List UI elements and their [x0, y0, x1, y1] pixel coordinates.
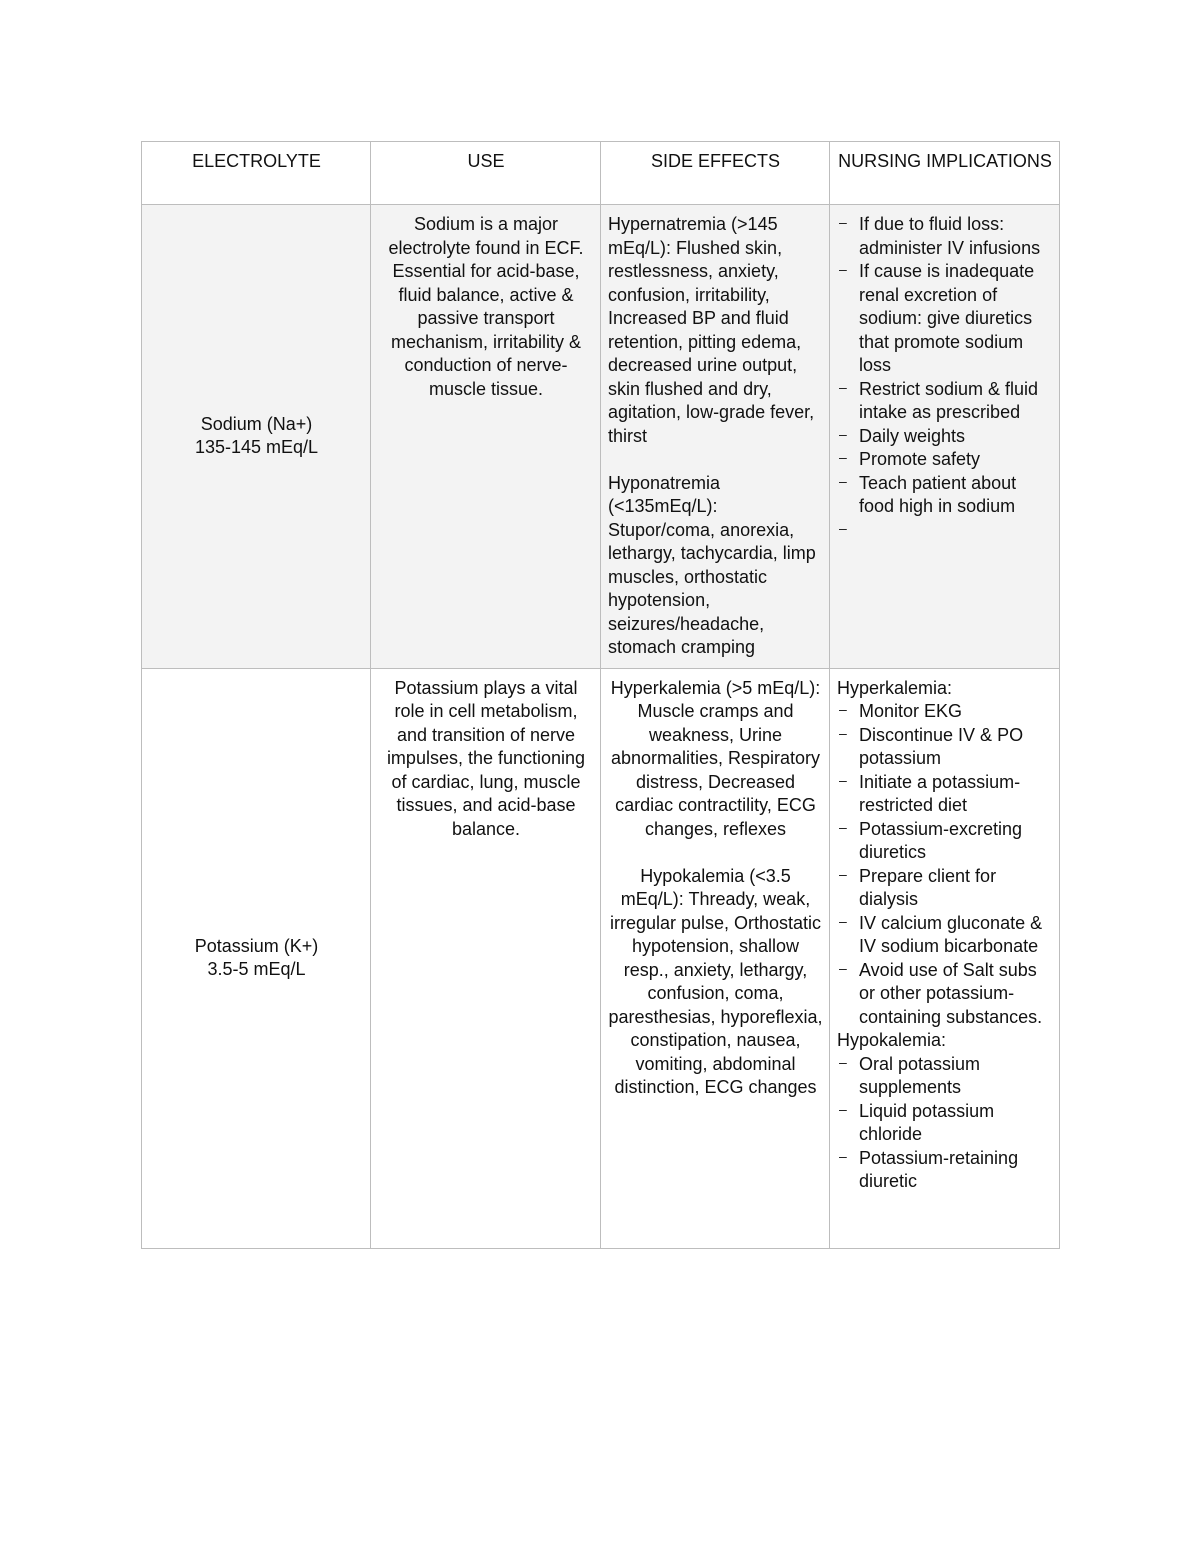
list-item: – Prepare client for dialysis — [837, 865, 1053, 912]
list-item: – Initiate a potassium-restricted diet — [837, 771, 1053, 818]
electrolyte-cell — [142, 668, 371, 1248]
list-item: – If due to fluid loss: administer IV infusions — [837, 213, 1053, 260]
list-item: – IV calcium gluconate & IV sodium bicarbonate — [837, 912, 1053, 959]
header-nursing-implications: NURSING IMPLICATIONS — [830, 142, 1060, 205]
use-cell — [371, 668, 601, 1248]
list-item: – Teach patient about food high in sodium — [837, 472, 1053, 519]
nursing-list — [837, 213, 1053, 542]
nursing-subheading: Hyperkalemia: — [837, 677, 953, 698]
list-item: – Promote safety — [837, 448, 1053, 472]
list-item: – Discontinue IV & PO potassium — [837, 724, 1053, 771]
side-effects-cell — [601, 668, 830, 1248]
side-effect-text: Hyponatremia (<135mEq/L): Stupor/coma, anorexia, lethargy, tachycardia, limp muscles, orthostatic hypotension, seizures/headache, stomach cramping — [608, 472, 816, 657]
side-effect-text: Hyperkalemia (>5 mEq/L): Muscle cramps and weakness, Urine abnormalities, Respiratory distress, Decreased cardiac contractility, ECG changes, reflexes — [610, 677, 821, 839]
list-item: – Oral potassium supplements — [837, 1053, 1053, 1100]
electrolyte-name: Potassium (K+) — [194, 935, 319, 956]
header-side-effects: SIDE EFFECTS — [601, 142, 830, 205]
list-item: – Monitor EKG — [837, 700, 1053, 724]
table-row-sodium — [142, 205, 1060, 669]
list-item: – Potassium-retaining diuretic — [837, 1147, 1053, 1194]
nursing-list — [837, 700, 1053, 1029]
electrolyte-range: 3.5-5 mEq/L — [207, 959, 306, 979]
side-effects-cell — [601, 205, 830, 669]
side-effect-text: Hypernatremia (>145 mEq/L): Flushed skin, restlessness, anxiety, confusion, irritability, Increased BP and fluid retention, pitting edema, decreased urine output, skin flushed and dry, agitation, low-grade fever, thirst — [608, 214, 815, 446]
side-effect-text: Hypokalemia (<3.5 mEq/L): Thready, weak, irregular pulse, Orthostatic hypotension, shallow resp., anxiety, lethargy, confusion, coma, paresthesias, hyporeflexia, constipation, nausea, vomiting, abdominal distinction, ECG changes — [608, 865, 823, 1097]
table-row-potassium — [142, 668, 1060, 1248]
header-electrolyte: ELECTROLYTE — [142, 142, 371, 205]
header-use: USE — [371, 142, 601, 205]
electrolyte-cell — [142, 205, 371, 669]
electrolyte-name: Sodium (Na+) — [200, 413, 313, 434]
use-text: Potassium plays a vital role in cell metabolism, and transition of nerve impulses, the functioning of cardiac, lung, muscle tissues, and acid-base balance. — [386, 677, 586, 839]
electrolyte-table — [141, 141, 1060, 1249]
list-item: – Potassium-excreting diuretics — [837, 818, 1053, 865]
list-item: – Daily weights — [837, 425, 1053, 449]
use-cell — [371, 205, 601, 669]
nursing-subheading: Hypokalemia: — [837, 1030, 947, 1050]
list-item: – Restrict sodium & fluid intake as prescribed — [837, 378, 1053, 425]
nursing-cell — [830, 668, 1060, 1248]
nursing-list — [837, 1053, 1053, 1194]
list-item — [837, 519, 1053, 543]
electrolyte-range: 135-145 mEq/L — [194, 437, 319, 458]
nursing-cell — [830, 205, 1060, 669]
use-text: Sodium is a major electrolyte found in ECF. Essential for acid-base, fluid balance, active & passive transport mechanism, irritability & conduction of nerve-muscle tissue. — [388, 214, 584, 399]
list-item: – Liquid potassium chloride — [837, 1100, 1053, 1147]
list-item: – Avoid use of Salt subs or other potassium-containing substances. — [837, 959, 1053, 1030]
header-row — [142, 142, 1060, 205]
list-item: – If cause is inadequate renal excretion of sodium: give diuretics that promote sodium loss — [837, 260, 1053, 378]
